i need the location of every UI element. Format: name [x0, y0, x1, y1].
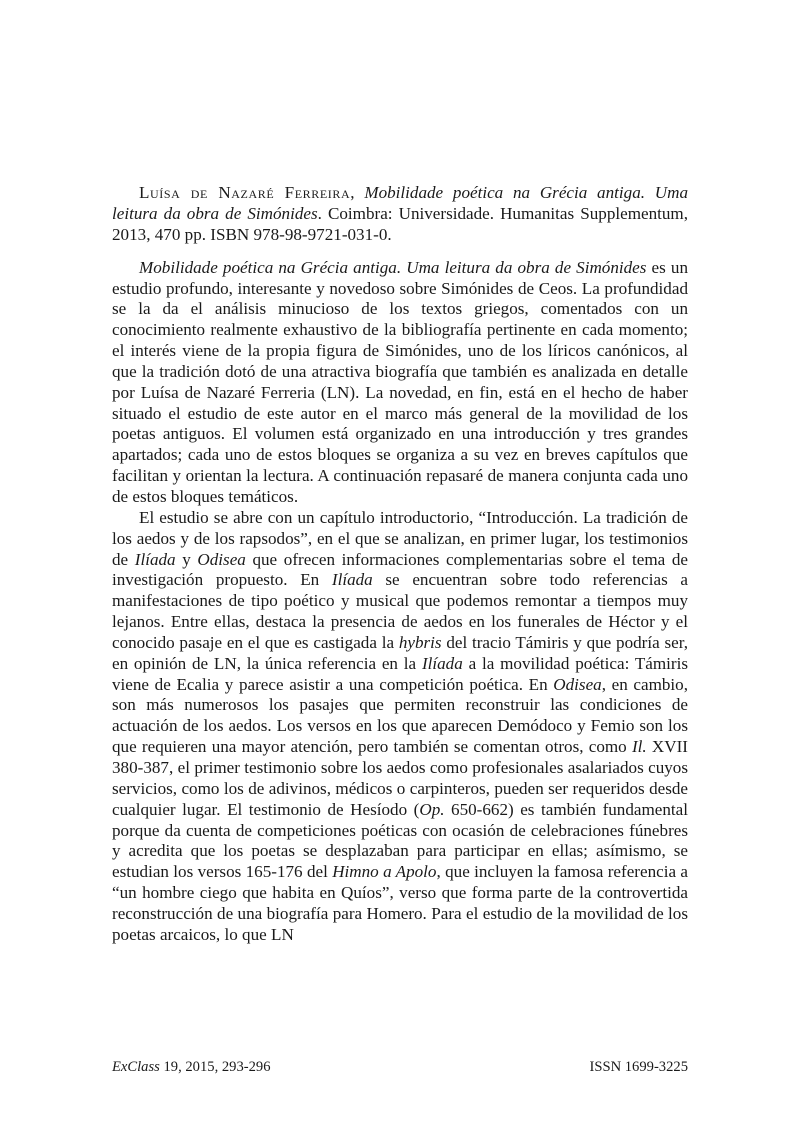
text-run: del tracio Támiris y que podría ser, en opinión de LN, la única referencia en la — [112, 632, 688, 673]
body-paragraphs — [112, 258, 688, 946]
citation-imprint: . Coimbra: Universidade. Humanitas Supplementum, 2013, 470 pp. ISBN 978-98-9721-031-0. — [112, 203, 688, 244]
text-run: XVII 380-387, el primer testimonio sobre los aedos como profesionales asalariados cuyos servicios, como los de adivinos, médicos o carpinteros, pueden ser requeridos desde cualquier lugar. El testimonio de Hesíodo ( — [112, 737, 688, 819]
footer-issn: ISSN 1699-3225 — [589, 1059, 688, 1075]
text-run: y — [175, 549, 198, 569]
italic-run: Op. — [419, 799, 445, 819]
italic-run: Ilíada — [134, 549, 176, 569]
text-run: , que incluyen la famosa referencia a “un hombre ciego que habita en Quíos”, verso que forma parte de la controvertida reconstrucción de una biografía para Homero. Para el estudio de la movilidad de los poetas arcaicos, lo que LN — [112, 862, 688, 944]
text-run: El estudio se abre con un capítulo introductorio, “Introducción. La tradición de los aedos y de los rapsodos”, en el que se analizan, en primer lugar, los testimonios de — [112, 507, 688, 569]
text-run: que ofrecen informaciones complementarias sobre el tema de investigación propuesto. En — [112, 549, 688, 590]
citation-title: Mobilidade poética na Grécia antiga. Uma leitura da obra de Simónides — [112, 183, 689, 223]
italic-run: Odisea — [553, 674, 602, 694]
page-footer — [112, 1058, 688, 1076]
italic-run: hybris — [398, 632, 442, 652]
italic-run: Ilíada — [421, 653, 463, 673]
paragraph-1 — [112, 258, 688, 508]
text-column — [112, 183, 688, 946]
paragraph-2 — [112, 508, 688, 946]
italic-run: Il. — [631, 737, 647, 757]
text-run: es un estudio profundo, interesante y novedoso sobre Simónides de Ceos. La profundidad se la da el análisis minucioso de los textos griegos, comentados con un conocimiento realmente exhaustivo de la bibliografía pertinente en cada momento; el interés viene de la propia figura de Simónides, uno de los líricos canónicos, al que la tradición dotó de una atractiva biografía que también es analizada en detalle por Luísa de Nazaré Ferreria (LN). La novedad, en fin, está en el hecho de haber situado el estudio de este autor en el marco más general de la movilidad de los poetas antiguos. El volumen está organizado en una introducción y tres grandes apartados; cada uno de estos bloques se organiza a su vez en breves capítulos que facilitan y orientan la lectura. A continuación repasaré de manera conjunta cada uno de estos bloques temáticos. — [112, 257, 688, 506]
italic-run: Ilíada — [331, 570, 373, 590]
citation-author: Luísa de Nazaré Ferreira — [139, 183, 351, 202]
text-run: , en cambio, son más numerosos los pasajes que permiten reconstruir las condiciones de actuación de los aedos. Los versos en los que aparecen Demódoco y Femio son los que requieren una mayor atención, pero también se comentan otros, como — [112, 674, 688, 757]
footer-issue-info: 19, 2015, 293-296 — [159, 1059, 271, 1075]
text-run: se encuentran sobre todo referencias a manifestaciones de tipo poético y musical que podemos remontar a tiempos muy lejanos. Entre ellas, destaca la presencia de aedos en los funerales de Héctor y el conocido pasaje en el que es castigada la — [112, 570, 688, 652]
text-run: a la movilidad poética: Támiris viene de Ecalia y parece asistir a una competición poética. En — [112, 653, 689, 694]
text-run: 650-662) es también fundamental porque da cuenta de competiciones poéticas con ocasión de celebraciones fúnebres y acredita que los poetas se desplazaban para participar en ellas; asímismo, se estudian los versos 165-176 del — [112, 799, 688, 882]
footer-citation — [112, 1058, 271, 1076]
book-citation — [112, 183, 688, 246]
italic-run: Odisea — [197, 549, 246, 569]
citation-separator: , — [350, 183, 365, 202]
italic-run: Himno a Apolo — [332, 862, 437, 882]
footer-journal-name: ExClass — [112, 1059, 160, 1075]
italic-run: Mobilidade poética na Grécia antiga. Uma leitura da obra de Simónides — [139, 257, 647, 277]
